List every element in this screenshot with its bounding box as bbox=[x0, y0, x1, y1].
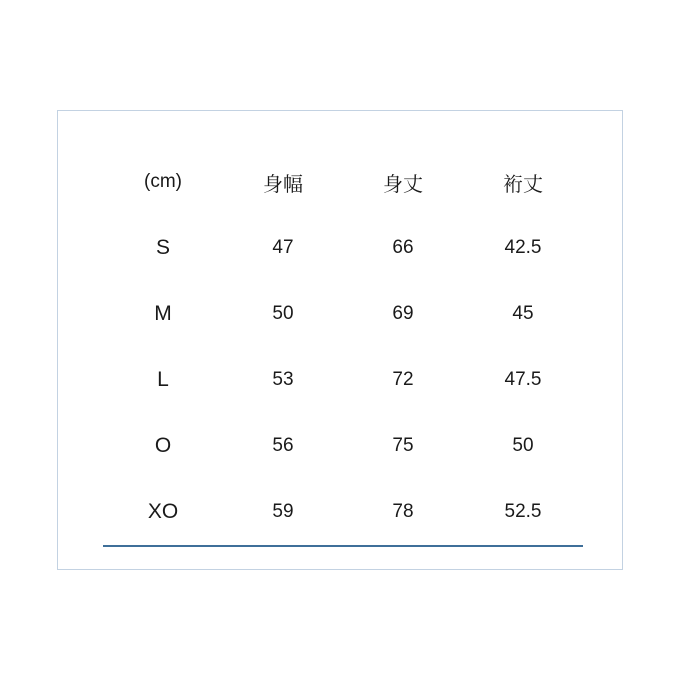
row-sleeve-length: 52.5 bbox=[463, 479, 583, 546]
table-row bbox=[103, 347, 583, 413]
header-body-length: 身丈 bbox=[383, 171, 423, 196]
row-sleeve-length: 50 bbox=[512, 435, 534, 456]
row-body-length: 69 bbox=[392, 303, 414, 324]
row-body-length: 75 bbox=[392, 435, 414, 456]
table-header-row bbox=[103, 149, 583, 215]
row-body-width: 59 bbox=[223, 479, 343, 546]
table-body bbox=[103, 215, 583, 546]
size-table-container bbox=[103, 149, 583, 547]
size-chart-card bbox=[57, 110, 623, 570]
row-body-length: 78 bbox=[343, 479, 463, 546]
table-row bbox=[103, 215, 583, 281]
table-row bbox=[103, 479, 583, 546]
row-body-length: 66 bbox=[392, 237, 414, 258]
row-body-length: 72 bbox=[392, 369, 414, 390]
row-size-label: O bbox=[154, 434, 172, 457]
row-size-label: XO bbox=[103, 479, 223, 546]
table-row bbox=[103, 281, 583, 347]
row-sleeve-length: 42.5 bbox=[504, 237, 542, 258]
size-table bbox=[103, 149, 583, 547]
row-size-label: M bbox=[154, 302, 172, 325]
table-row bbox=[103, 413, 583, 479]
row-body-width: 50 bbox=[272, 303, 294, 324]
row-size-label: L bbox=[157, 368, 169, 391]
row-sleeve-length: 45 bbox=[512, 303, 534, 324]
table-header bbox=[103, 149, 583, 215]
row-size-label: S bbox=[155, 236, 170, 259]
row-body-width: 56 bbox=[272, 435, 294, 456]
header-unit: (cm) bbox=[144, 171, 182, 192]
header-body-width: 身幅 bbox=[263, 171, 303, 196]
row-sleeve-length: 47.5 bbox=[504, 369, 542, 390]
row-body-width: 47 bbox=[272, 237, 294, 258]
row-body-width: 53 bbox=[272, 369, 294, 390]
header-sleeve-length: 裄丈 bbox=[503, 171, 543, 196]
